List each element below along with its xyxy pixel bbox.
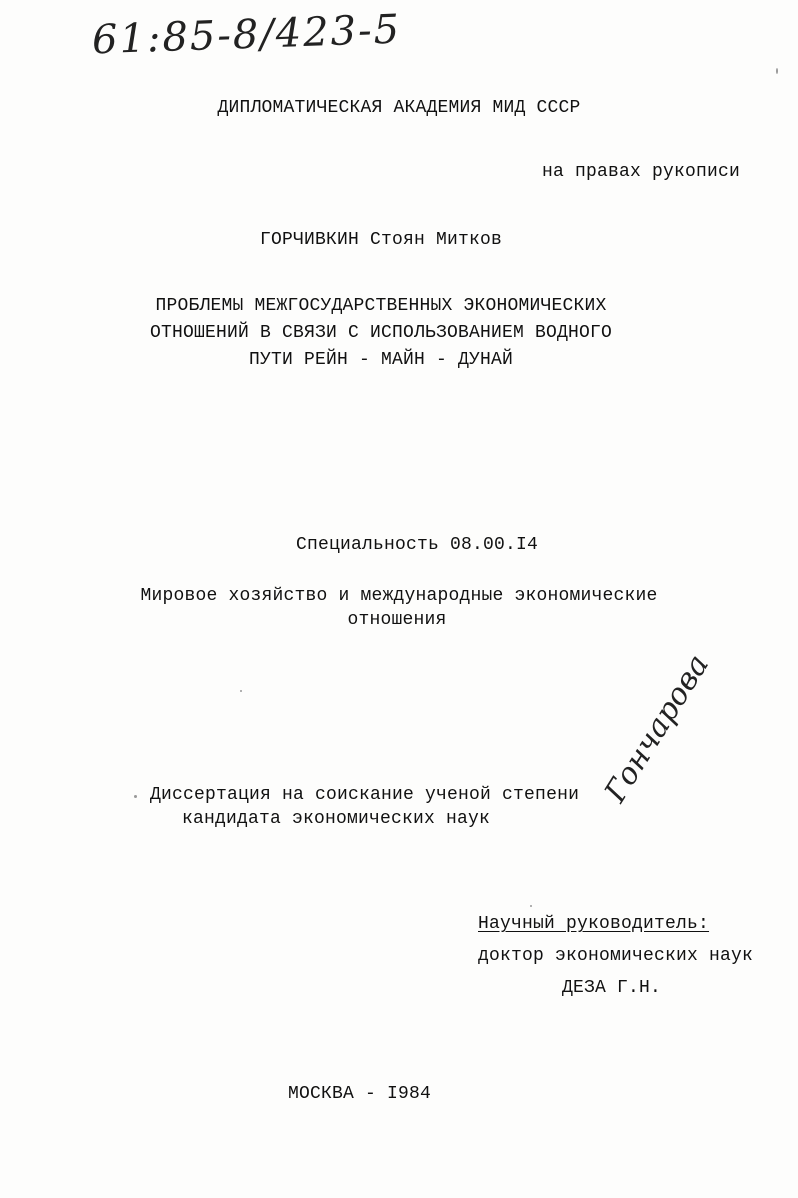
supervisor-label: Научный руководитель: xyxy=(478,914,710,934)
supervisor-name: ДЕЗА Г.Н. xyxy=(562,978,662,998)
dissertation-line-1: Диссертация на соискание ученой степени xyxy=(150,785,580,805)
archive-code: 61:85-8/423-5 xyxy=(91,6,402,64)
field-line-2: отношения xyxy=(347,610,447,630)
supervisor-degree: доктор экономических наук xyxy=(478,946,754,966)
field-line-1: Мировое хозяйство и международные экономические xyxy=(140,586,658,606)
title-line-1: ПРОБЛЕМЫ МЕЖГОСУДАРСТВЕННЫХ ЭКОНОМИЧЕСКИХ xyxy=(155,296,607,316)
scan-speck xyxy=(240,690,242,692)
signature: Гончарова xyxy=(598,648,717,809)
dissertation-line-2: кандидата экономических наук xyxy=(182,809,491,829)
rights-note: на правах рукописи xyxy=(542,162,741,182)
author-name: ГОРЧИВКИН Стоян Митков xyxy=(259,230,503,250)
specialty: Специальность 08.00.I4 xyxy=(295,535,539,555)
footer-city-year: МОСКВА - I984 xyxy=(288,1084,432,1104)
title-line-3: ПУТИ РЕЙН - МАЙН - ДУНАЙ xyxy=(248,350,514,370)
scan-speck xyxy=(776,68,778,74)
title-line-2: ОТНОШЕНИЙ В СВЯЗИ С ИСПОЛЬЗОВАНИЕМ ВОДНОГО xyxy=(149,323,613,343)
scan-speck xyxy=(134,795,137,798)
institution-name: ДИПЛОМАТИЧЕСКАЯ АКАДЕМИЯ МИД СССР xyxy=(217,98,581,118)
scan-speck xyxy=(530,905,532,907)
